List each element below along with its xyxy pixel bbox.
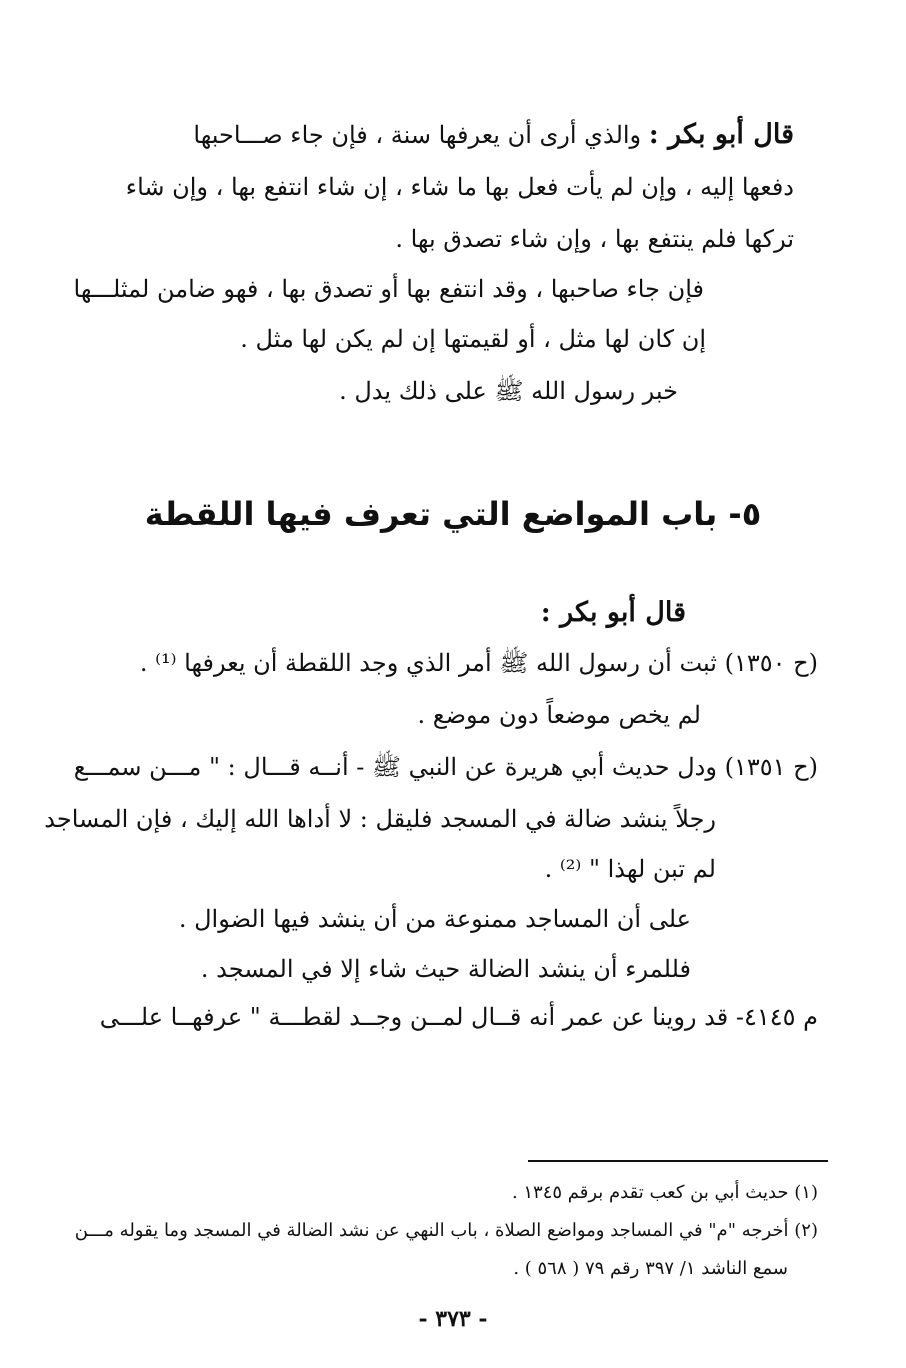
- hadith-1350-line-2: لم يخص موضعاً دون موضع .: [417, 701, 701, 729]
- footnote-1: (١) حديث أبي بن كعب تقدم برقم ١٣٤٥ .: [511, 1182, 818, 1203]
- footnote-2-line-2: سمع الناشد ١/ ٣٩٧ رقم ٧٩ ( ٥٦٨ ) .: [513, 1258, 788, 1279]
- page-number: - ٣٧٣ -: [418, 1306, 488, 1332]
- text-line-7: على أن المساجد ممنوعة من أن ينشد فيها الضوال .: [178, 905, 691, 933]
- text-line-1-rest: والذي أرى أن يعرفها سنة ، فإن جاء صـــاحبها: [193, 121, 642, 149]
- footnote-2-line-1: (٢) أخرجه "م" في المساجد ومواضع الصلاة ، باب النهي عن نشد الضالة في المسجد وما يقوله مـــن: [74, 1220, 818, 1241]
- text-line-2: دفعها إليه ، وإن لم يأت فعل بها ما شاء ، إن شاء انتفع بها ، وإن شاء: [125, 173, 794, 201]
- text-line-3: تركها فلم ينتفع بها ، وإن شاء تصدق بها .: [395, 225, 794, 253]
- text-line-6: خبر رسول الله ﷺ على ذلك يدل .: [339, 377, 678, 405]
- text-line-m4145: م ٤١٤٥- قد روينا عن عمر أنه قــال لمــن وجــد لقطـــة " عرفهــا علـــى: [99, 1003, 818, 1031]
- text-line-8: فللمرء أن ينشد الضالة حيث شاء إلا في المسجد .: [200, 955, 691, 983]
- hadith-1351-line-3: لم تبن لهذا " ⁽²⁾ .: [544, 855, 716, 883]
- text-line-1: [193, 118, 794, 152]
- hadith-1350-line-1: (ح ١٣٥٠) ثبت أن رسول الله ﷺ أمر الذي وجد اللقطة أن يعرفها ⁽¹⁾ .: [139, 649, 818, 677]
- hadith-1351-line-1: (ح ١٣٥١) ودل حديث أبي هريرة عن النبي ﷺ - أنــه قـــال : " مـــن سمـــع: [73, 753, 818, 781]
- footnote-separator: [528, 1160, 828, 1162]
- hadith-1351-line-2: رجلاً ينشد ضالة في المسجد فليقل : لا أداها الله إليك ، فإن المساجد: [44, 805, 716, 833]
- speaker-label-2: قال أبو بكر :: [540, 597, 686, 628]
- text-line-5: إن كان لها مثل ، أو لقيمتها إن لم يكن لها مثل .: [240, 325, 706, 353]
- speaker-label: قال أبو بكر :: [648, 119, 794, 150]
- text-line-4: فإن جاء صاحبها ، وقد انتفع بها أو تصدق بها ، فهو ضامن لمثلـــها: [73, 275, 704, 303]
- section-heading: ٥- باب المواضع التي تعرف فيها اللقطة: [144, 495, 762, 533]
